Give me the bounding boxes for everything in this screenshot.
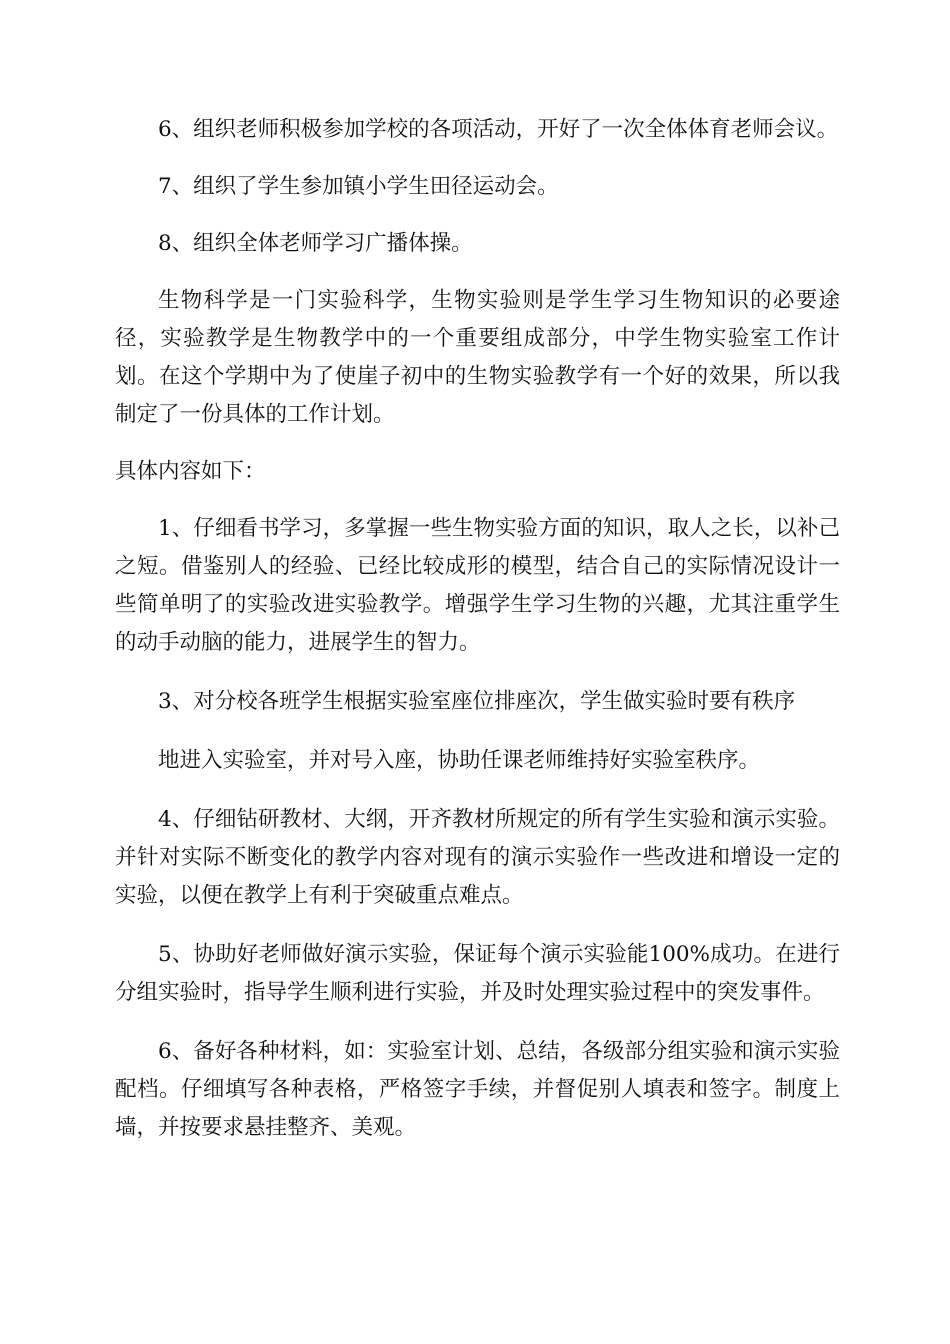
paragraph-item-8-exercise: 8、组织全体老师学习广播体操。 — [158, 231, 473, 256]
paragraph-item-6-materials: 6、备好各种材料，如：实验室计划、总结，各级部分组实验和演示实验配档。仔细填写各种表格，严格签字手续，并督促别人填表和签字。制度上墙，并按要求悬挂整齐、美观。 — [115, 1039, 840, 1140]
paragraph-item-6-activities: 6、组织老师积极参加学校的各项活动，开好了一次全体体育老师会议。 — [158, 117, 839, 142]
paragraph-item-3-continued: 地进入实验室，并对号入座，协助任课老师维持好实验室秩序。 — [158, 748, 761, 773]
paragraph-item-5-demo: 5、协助好老师做好演示实验，保证每个演示实验能100%成功。在进行分组实验时，指导学生顺利进行实验，并及时处理实验过程中的突发事件。 — [115, 942, 840, 1005]
paragraph-item-3-seating: 3、对分校各班学生根据实验室座位排座次，学生做实验时要有秩序 — [158, 689, 796, 714]
paragraph-item-7-track-meet: 7、组织了学生参加镇小学生田径运动会。 — [158, 174, 559, 199]
paragraph-biology-intro: 生物科学是一门实验科学，生物实验则是学生学习生物知识的必要途径，实验教学是生物教学中的一个重要组成部分，中学生物实验室工作计划。在这个学期中为了使崖子初中的生物实验教学有一个好的效果，所以我制定了一份具体的工作计划。 — [115, 288, 840, 427]
paragraph-content-heading: 具体内容如下： — [115, 459, 266, 484]
document-body — [115, 111, 840, 1147]
paragraph-item-4-textbook: 4、仔细钻研教材、大纲，开齐教材所规定的所有学生实验和演示实验。并针对实际不断变化的教学内容对现有的演示实验作一些改进和增设一定的实验，以便在教学上有利于突破重点难点。 — [115, 807, 840, 908]
paragraph-item-1-study: 1、仔细看书学习，多掌握一些生物实验方面的知识，取人之长，以补己之短。借鉴别人的经验、已经比较成形的模型，结合自己的实际情况设计一些简单明了的实验改进实验教学。增强学生学习生物的兴趣，尤其注重学生的动手动脑的能力，进展学生的智力。 — [115, 516, 840, 655]
